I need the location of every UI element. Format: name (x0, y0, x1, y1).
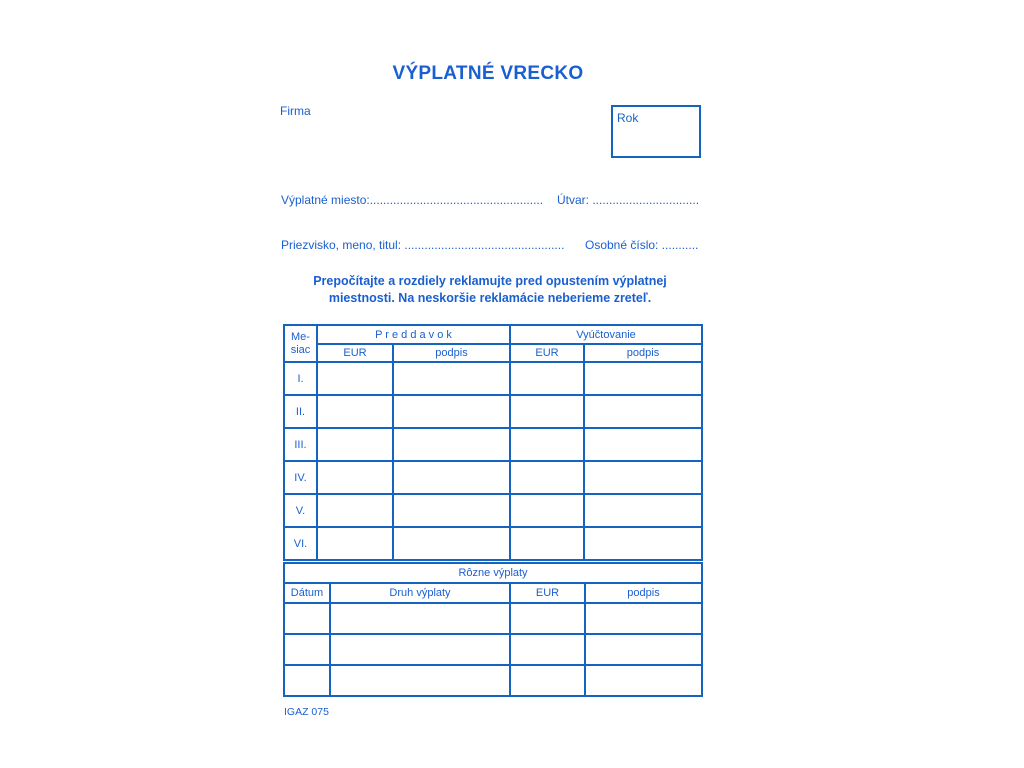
podpis-cell[interactable] (585, 665, 702, 696)
vyuctovanie-eur-cell[interactable] (510, 395, 584, 428)
vyuctovanie-header: Vyúčtovanie (510, 325, 702, 344)
preddavok-podpis-cell[interactable] (393, 395, 510, 428)
other-payments-title: Rôzne výplaty (284, 563, 702, 583)
preddavok-eur-cell[interactable] (317, 527, 393, 560)
form-title: VÝPLATNÉ VRECKO (392, 63, 584, 84)
month-label: III. (284, 428, 317, 461)
vyuctovanie-podpis-header: podpis (584, 344, 702, 362)
monthly-table (283, 324, 703, 561)
table-row (284, 603, 702, 634)
preddavok-podpis-cell[interactable] (393, 527, 510, 560)
preddavok-eur-header: EUR (317, 344, 393, 362)
table-row (284, 395, 702, 428)
preddavok-header: P r e d d a v o k (317, 325, 510, 344)
eur-header: EUR (510, 583, 585, 603)
table-row (284, 665, 702, 696)
month-label: I. (284, 362, 317, 395)
vyuctovanie-podpis-cell[interactable] (584, 527, 702, 560)
preddavok-podpis-cell[interactable] (393, 461, 510, 494)
eur-cell[interactable] (510, 634, 585, 665)
preddavok-eur-cell[interactable] (317, 428, 393, 461)
form-code: IGAZ 075 (284, 706, 329, 718)
druh-header: Druh výplaty (330, 583, 510, 603)
table-row (284, 461, 702, 494)
firma-label: Firma (280, 104, 311, 118)
eur-cell[interactable] (510, 603, 585, 634)
vyuctovanie-eur-cell[interactable] (510, 461, 584, 494)
vyuctovanie-podpis-cell[interactable] (584, 362, 702, 395)
datum-cell[interactable] (284, 634, 330, 665)
druh-cell[interactable] (330, 603, 510, 634)
vyuctovanie-eur-cell[interactable] (510, 362, 584, 395)
personal-number-field[interactable]: Osobné číslo: ........... (585, 238, 699, 252)
preddavok-podpis-header: podpis (393, 344, 510, 362)
table-row (284, 634, 702, 665)
notice-text (290, 273, 690, 307)
datum-cell[interactable] (284, 603, 330, 634)
pay-place-field[interactable]: Výplatné miesto:.................................................... (281, 193, 544, 207)
preddavok-eur-cell[interactable] (317, 395, 393, 428)
table-row (284, 527, 702, 560)
datum-cell[interactable] (284, 665, 330, 696)
rok-box[interactable] (611, 105, 701, 158)
table-row (284, 362, 702, 395)
month-label: IV. (284, 461, 317, 494)
vyuctovanie-eur-header: EUR (510, 344, 584, 362)
mesiac-label-2: siac (290, 343, 311, 356)
vyuctovanie-podpis-cell[interactable] (584, 494, 702, 527)
table-row (284, 494, 702, 527)
datum-header: Dátum (284, 583, 330, 603)
preddavok-podpis-cell[interactable] (393, 494, 510, 527)
name-field[interactable]: Priezvisko, meno, titul: ................................................ (281, 238, 565, 252)
vyuctovanie-eur-cell[interactable] (510, 428, 584, 461)
other-payments-table (283, 562, 703, 697)
month-label: V. (284, 494, 317, 527)
month-label: II. (284, 395, 317, 428)
druh-cell[interactable] (330, 634, 510, 665)
vyuctovanie-podpis-cell[interactable] (584, 428, 702, 461)
rok-label: Rok (617, 111, 639, 125)
podpis-cell[interactable] (585, 634, 702, 665)
vyuctovanie-podpis-cell[interactable] (584, 395, 702, 428)
preddavok-podpis-cell[interactable] (393, 428, 510, 461)
mesiac-header (284, 325, 317, 362)
notice-line-2: miestnosti. Na neskoršie reklamácie neberieme zreteľ. (328, 291, 652, 305)
preddavok-eur-cell[interactable] (317, 494, 393, 527)
podpis-cell[interactable] (585, 603, 702, 634)
notice-line-1: Prepočítajte a rozdiely reklamujte pred opustením výplatnej (313, 274, 667, 288)
eur-cell[interactable] (510, 665, 585, 696)
vyuctovanie-eur-cell[interactable] (510, 527, 584, 560)
preddavok-eur-cell[interactable] (317, 461, 393, 494)
vyuctovanie-eur-cell[interactable] (510, 494, 584, 527)
mesiac-label-1: Me- (291, 330, 310, 343)
preddavok-eur-cell[interactable] (317, 362, 393, 395)
druh-cell[interactable] (330, 665, 510, 696)
department-field[interactable]: Útvar: ................................ (557, 193, 700, 207)
month-label: VI. (284, 527, 317, 560)
table-row (284, 428, 702, 461)
preddavok-podpis-cell[interactable] (393, 362, 510, 395)
podpis-header: podpis (585, 583, 702, 603)
vyuctovanie-podpis-cell[interactable] (584, 461, 702, 494)
